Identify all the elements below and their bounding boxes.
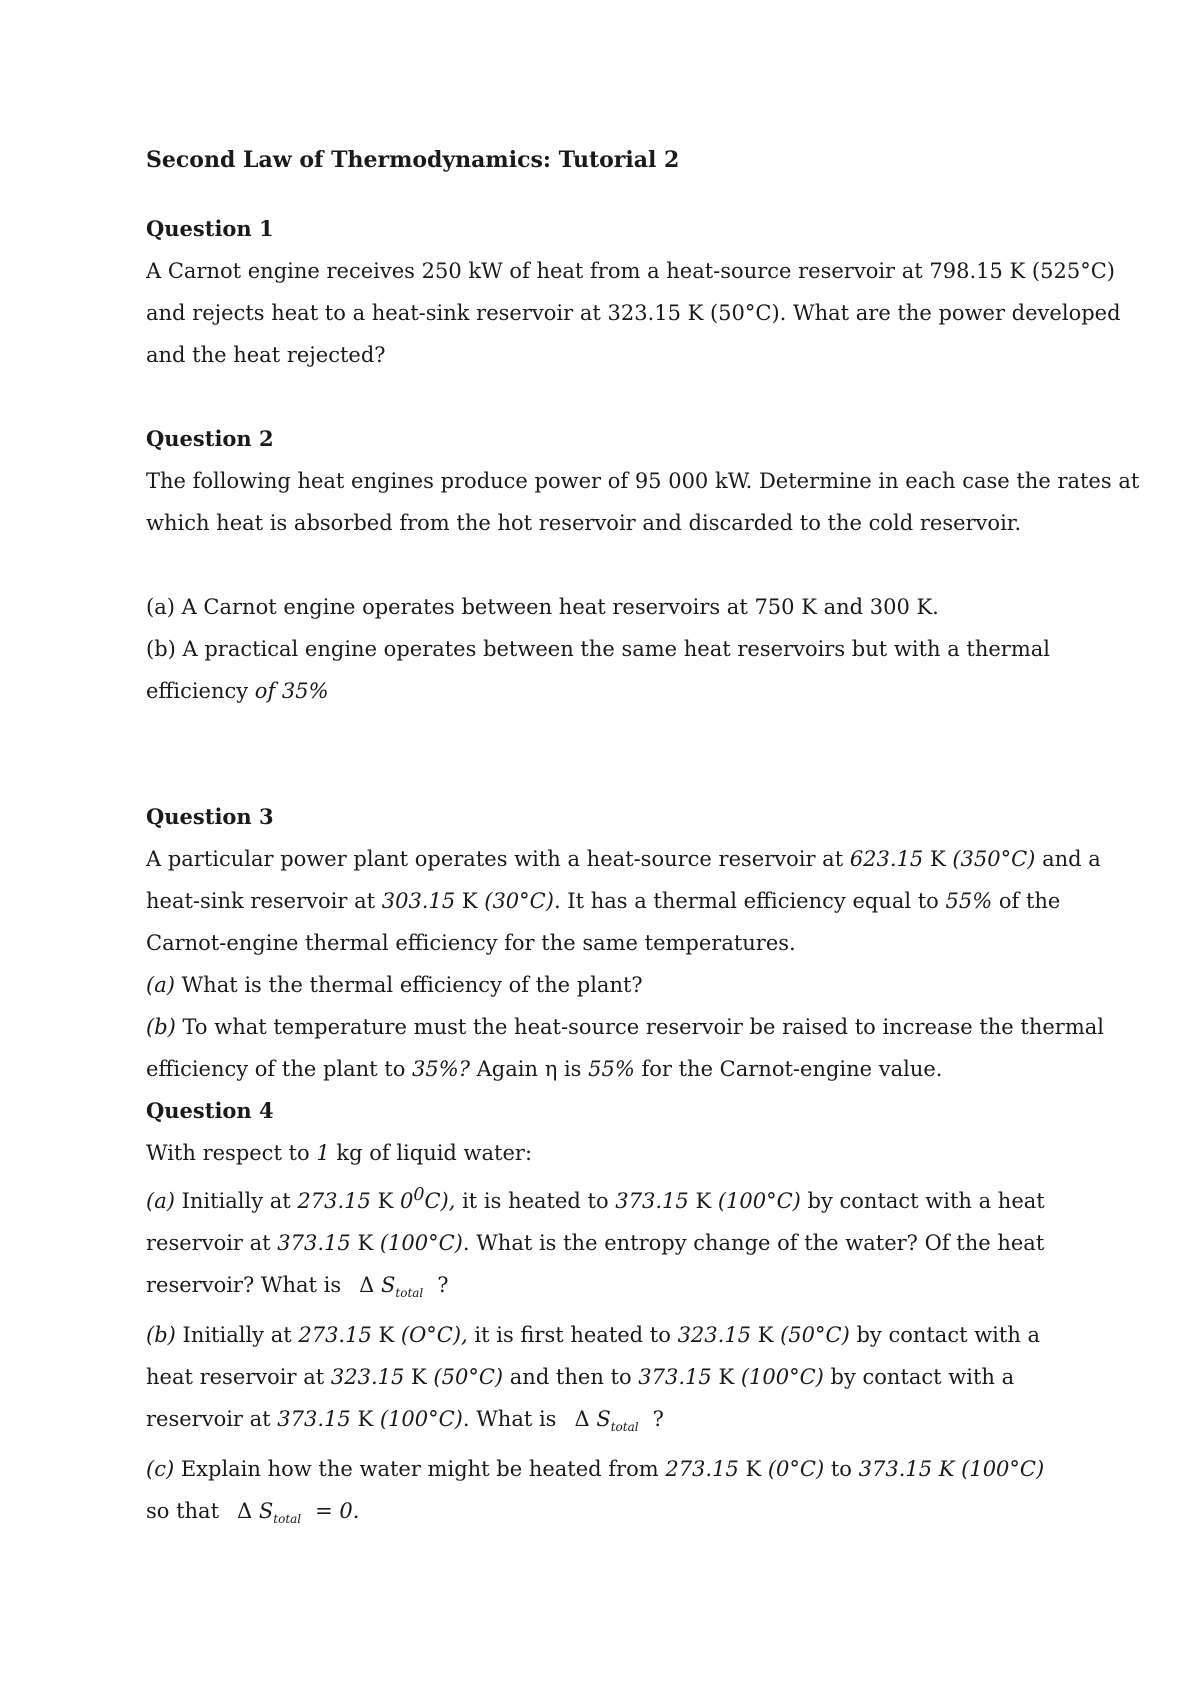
italic-run: 303.15: [381, 889, 456, 913]
delta-s-total: [237, 1490, 301, 1540]
question-3: [146, 796, 1106, 1090]
text-line: [146, 1222, 1106, 1264]
question-heading: Question 2: [146, 426, 274, 451]
text-run: K: [738, 1457, 768, 1482]
text-line: and rejects heat to a heat-sink reservoir at 323.15 K (50°C). What are the power developed: [146, 301, 1121, 325]
italic-run: (0°C): [767, 1457, 825, 1482]
text-run: . What is: [462, 1407, 557, 1432]
document-title: Second Law of Thermodynamics: Tutorial 2: [146, 147, 680, 173]
italic-run: (O°C),: [400, 1323, 468, 1348]
italic-run: 373.15: [277, 1407, 351, 1432]
delta-s-total: [574, 1398, 638, 1448]
text-line: The following heat engines produce power of 95 000 kW. Determine in each case the rates at: [146, 469, 1140, 493]
italic-run: 0: [413, 1185, 425, 1205]
subscript: total: [395, 1286, 424, 1301]
italic-run: 273.15: [298, 1323, 372, 1348]
entropy-symbol: S: [381, 1273, 396, 1297]
italic-run: 373.15: [638, 1365, 712, 1390]
text-run: and then to: [503, 1365, 639, 1390]
text-run: heat-sink reservoir at: [146, 889, 382, 913]
italic-run: (50°C): [433, 1365, 504, 1390]
part-label: (a): [146, 1189, 175, 1213]
text-run: to: [824, 1457, 859, 1482]
question-heading: Question 4: [146, 1098, 274, 1123]
question-heading: Question 1: [146, 216, 274, 241]
text-line: [146, 1356, 1106, 1398]
text-run: K: [350, 1407, 380, 1432]
text-line: [146, 880, 1106, 922]
text-line: [146, 1398, 1106, 1448]
subscript: total: [610, 1420, 639, 1435]
text-run: ?: [437, 1273, 449, 1297]
text-run: K: [923, 847, 953, 871]
text-line: which heat is absorbed from the hot reservoir and discarded to the cold reservoir.: [146, 511, 1022, 535]
question-2: [146, 418, 1140, 712]
italic-run: 273.15: [297, 1189, 371, 1213]
delta-symbol: Δ: [359, 1273, 375, 1297]
part-a: [146, 964, 1106, 1006]
italic-run: (100°C): [379, 1407, 463, 1432]
italic-run: 373.15: [615, 1189, 689, 1213]
text-run: ?: [652, 1407, 664, 1432]
text-run: by contact with a: [823, 1365, 1015, 1390]
text-run: Explain how the water might be heated from: [174, 1457, 666, 1482]
text-run: Initially at: [175, 1323, 299, 1348]
text-run: by contact with a heat: [800, 1189, 1045, 1213]
text-line: A Carnot engine receives 250 kW of heat from a heat-source reservoir at 798.15 K (525°C): [146, 259, 1115, 283]
text-run: What is the thermal efficiency of the plant?: [174, 973, 643, 997]
delta-s-total: [359, 1264, 423, 1314]
text-run: it is heated to: [455, 1189, 616, 1213]
delta-symbol: Δ: [237, 1499, 253, 1524]
italic-run: 373.15 K (100°C): [858, 1457, 1045, 1482]
italic-run: 273.15: [665, 1457, 739, 1482]
text-run: K: [688, 1189, 718, 1213]
question-1: [146, 208, 1121, 376]
italic-run: 323.15: [677, 1323, 752, 1348]
text-run: of the: [992, 889, 1061, 913]
italic-run: 55%: [945, 889, 993, 913]
part-a: [146, 1174, 1106, 1222]
part-b: (b) A practical engine operates between the same heat reservoirs but with a thermal: [146, 637, 1050, 661]
blank-line: [146, 544, 1106, 586]
text-run: With respect to: [146, 1141, 317, 1165]
text-run: K: [350, 1231, 380, 1255]
text-run: heat reservoir at: [146, 1365, 331, 1390]
italic-run: (100°C): [740, 1365, 824, 1390]
delta-symbol: Δ: [574, 1407, 590, 1432]
text-line: [146, 1048, 1106, 1090]
text-line: and the heat rejected?: [146, 343, 386, 367]
italic-run: (100°C): [717, 1189, 801, 1213]
italic-run: 323.15: [330, 1365, 405, 1390]
text-run: efficiency: [146, 679, 255, 703]
text-run: reservoir at: [146, 1407, 278, 1432]
entropy-symbol: S: [596, 1407, 611, 1432]
italic-run: 35%?: [412, 1057, 470, 1081]
text-run: K: [371, 1323, 401, 1348]
text-run: K: [370, 1189, 400, 1213]
italic-run: 1: [316, 1141, 330, 1165]
italic-run: (30°C): [484, 889, 554, 913]
text-line: Carnot-engine thermal efficiency for the same temperatures.: [146, 931, 796, 955]
superscript: [413, 1185, 424, 1205]
italic-run: = 0.: [315, 1499, 360, 1524]
part-b: [146, 1314, 1106, 1356]
text-run: K: [711, 1365, 741, 1390]
italic-run: 55%: [588, 1057, 635, 1081]
text-run: kg of liquid water:: [329, 1141, 533, 1165]
text-line: [146, 838, 1106, 880]
italic-run: 0: [399, 1189, 414, 1213]
text-line: [146, 1264, 1106, 1314]
text-line: [146, 1490, 1106, 1540]
text-line: [146, 1132, 1106, 1174]
text-run: K: [751, 1323, 781, 1348]
part-a: (a) A Carnot engine operates between heat reservoirs at 750 K and 300 K.: [146, 595, 939, 619]
text-run: so that: [146, 1499, 220, 1524]
italic-run: (50°C): [780, 1323, 850, 1348]
text-run: . It has a thermal efficiency equal to: [553, 889, 946, 913]
italic-run: (100°C): [379, 1231, 463, 1255]
italic-run: 623.15: [849, 847, 924, 871]
part-b: [146, 1006, 1106, 1048]
part-c: [146, 1448, 1106, 1490]
part-label: (b): [146, 1015, 176, 1039]
italic-run: 373.15: [277, 1231, 351, 1255]
subscript: total: [273, 1512, 302, 1527]
text-run: K: [404, 1365, 434, 1390]
text-line: [146, 670, 1106, 712]
question-4: [146, 1090, 1106, 1541]
italic-run: C),: [424, 1189, 456, 1213]
question-heading: Question 3: [146, 804, 274, 829]
text-run: for the Carnot-engine value.: [634, 1057, 943, 1081]
italic-run: of 35%: [254, 679, 329, 703]
text-run: it is first heated to: [467, 1323, 678, 1348]
text-run: Initially at: [174, 1189, 298, 1213]
text-run: reservoir? What is: [146, 1273, 342, 1297]
text-run: by contact with a: [849, 1323, 1041, 1348]
text-run: efficiency of the plant to: [146, 1057, 413, 1081]
italic-run: (350°C): [952, 847, 1036, 871]
part-label: (c): [146, 1457, 175, 1482]
text-run: and a: [1035, 847, 1101, 871]
text-run: . What is the entropy change of the water? Of the heat: [462, 1231, 1045, 1255]
text-run: To what temperature must the heat-source reservoir be raised to increase the thermal: [175, 1015, 1104, 1039]
part-label: (b): [146, 1323, 176, 1348]
text-run: A particular power plant operates with a heat-source reservoir at: [146, 847, 850, 871]
text-run: K: [455, 889, 485, 913]
part-label: (a): [146, 973, 175, 997]
entropy-symbol: S: [258, 1499, 274, 1524]
text-run: reservoir at: [146, 1231, 278, 1255]
text-run: Again η is: [469, 1057, 589, 1081]
